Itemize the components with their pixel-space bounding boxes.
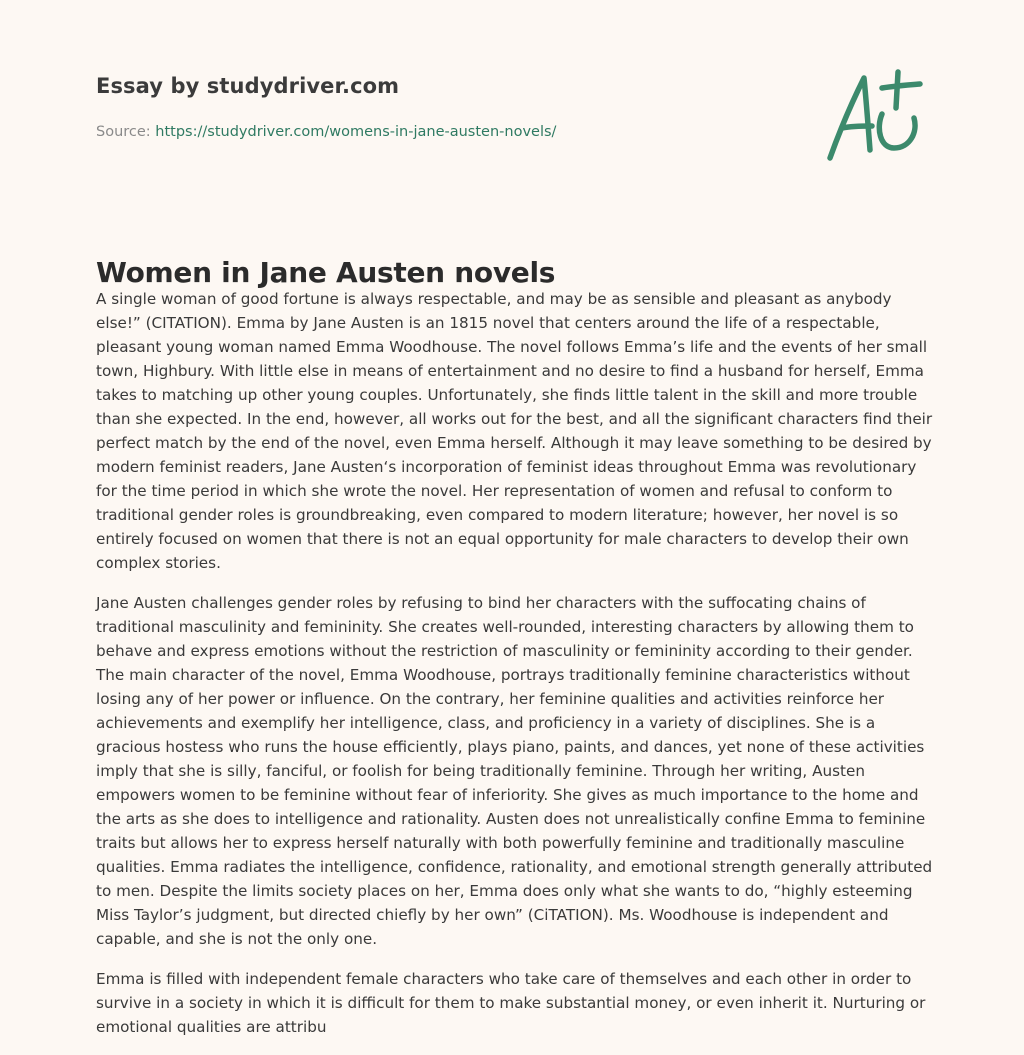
- article-paragraph: Emma is filled with independent female characters who take care of themselves and each other in order to survive in a society in which it is difficult for them to make substantial money, or even inherit it. Nurturing or emotional qualities are attribu: [96, 970, 926, 1036]
- source-link[interactable]: https://studydriver.com/womens-in-jane-austen-novels/: [155, 124, 557, 140]
- article-title: Women in Jane Austen novels: [96, 256, 556, 289]
- source-label: Source:: [96, 124, 151, 140]
- article-paragraph: Jane Austen challenges gender roles by refusing to bind her characters with the suffocating chains of traditional masculinity and femininity. She creates well-rounded, interesting characters by allowing them to behave and express emotions without the restriction of masculinity or femininity according to their gender. The main character of the novel, Emma Woodhouse, portrays traditionally feminine characteristics without losing any of her power or influence. On the contrary, her feminine qualities and activities reinforce her achievements and exemplify her intelligence, class, and proficiency in a variety of disciplines. She is a gracious hostess who runs the house efficiently, plays piano, paints, and dances, yet none of these activities imply that she is silly, fanciful, or foolish for being traditionally feminine. Through her writing, Austen empowers women to be feminine without fear of inferiority. She gives as much importance to the home and the arts as she does to intelligence and rationality. Austen does not unrealistically confine Emma to feminine traits but allows her to express herself naturally with both powerfully feminine and traditionally masculine qualities. Emma radiates the intelligence, confidence, rationality, and emotional strength generally attributed to men. Despite the limits society places on her, Emma does only what she wants to do, “highly esteeming Miss Taylor’s judgment, but directed chiefly by her own” (CiTATION). Ms. Woodhouse is independent and capable, and she is not the only one.: [96, 594, 933, 948]
- page-header: [96, 74, 936, 98]
- source-line: [96, 124, 556, 140]
- a-plus-icon: [824, 68, 928, 164]
- article-body: [96, 287, 936, 1055]
- article-paragraph: A single woman of good fortune is always respectable, and may be as sensible and pleasant as anybody else!” (CITATION). Emma by Jane Austen is an 1815 novel that centers around the life of a respectable, pleasant young woman named Emma Woodhouse. The novel follows Emma’s life and the events of her small town, Highbury. With little else in means of entertainment and no desire to find a husband for herself, Emma takes to matching up other young couples. Unfortunately, she finds little talent in the skill and more trouble than she expected. In the end, however, all works out for the best, and all the significant characters find their perfect match by the end of the novel, even Emma herself. Although it may leave something to be desired by modern feminist readers, Jane Austen‘s incorporation of feminist ideas throughout Emma was revolutionary for the time period in which she wrote the novel. Her representation of women and refusal to conform to traditional gender roles is groundbreaking, even compared to modern literature; however, her novel is so entirely focused on women that there is not an equal opportunity for male characters to develop their own complex stories.: [96, 290, 933, 572]
- site-brand: Essay by studydriver.com: [96, 74, 400, 98]
